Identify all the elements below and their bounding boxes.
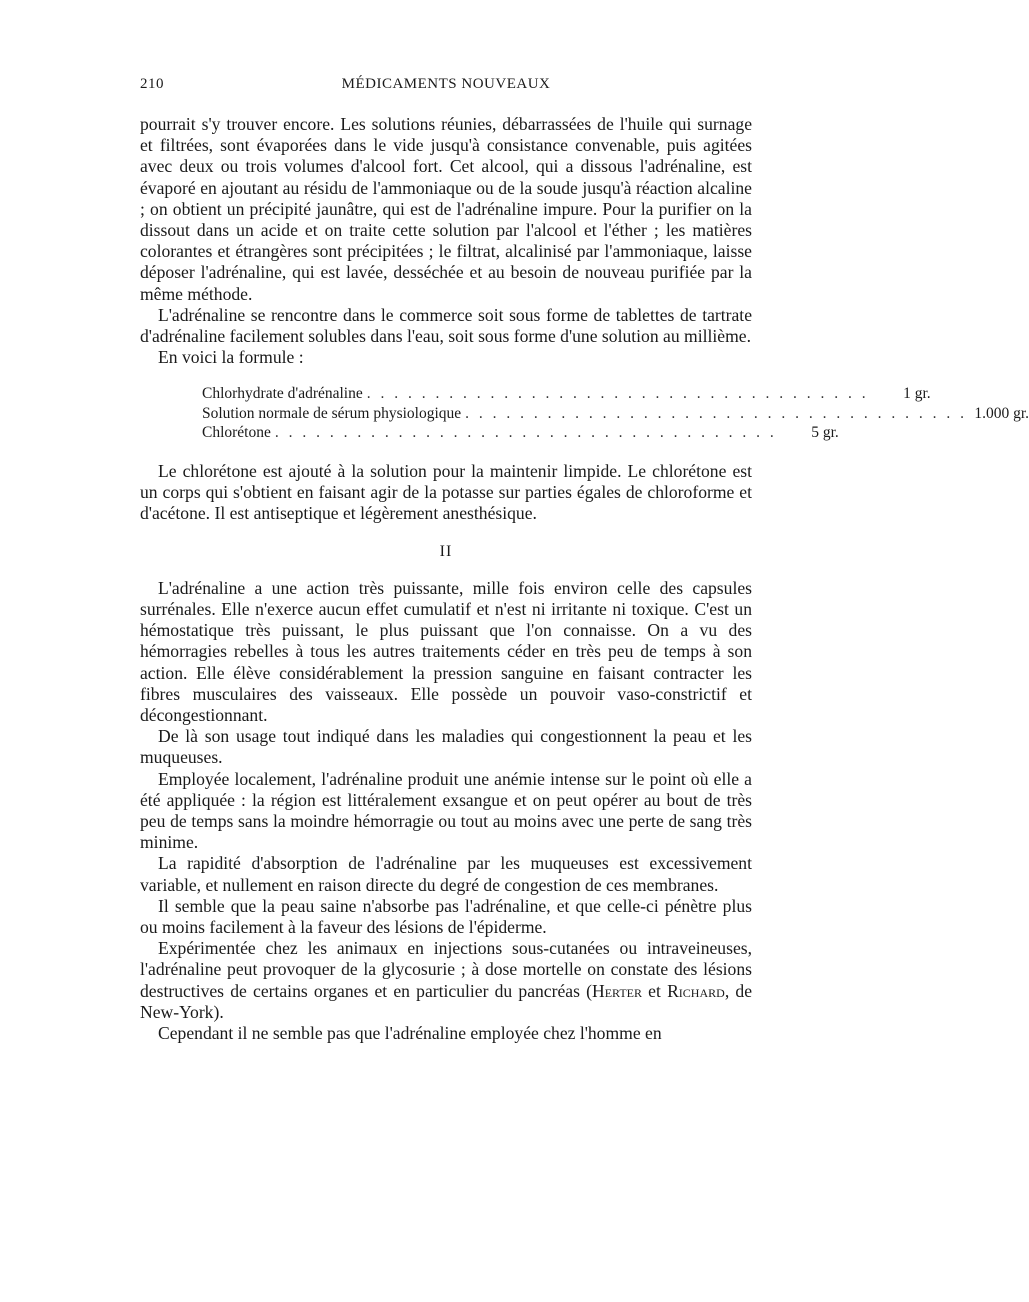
dot-leader: . . . . . . . . . . . . . . . . . . . . . . . . . . . . . . . . . . . . . xyxy=(366,385,869,403)
paragraph: Il semble que la peau saine n'absorbe pas l'adrénaline, et que celle-ci pénètre plus ou moins facilement à la faveur des lésions de l'épiderme. xyxy=(140,895,752,937)
paragraph: De là son usage tout indiqué dans les maladies qui congestionnent la peau et les muqueuses. xyxy=(140,726,752,768)
dot-leader: . . . . . . . . . . . . . . . . . . . . . . . . . . . . . . . . . . . . . xyxy=(274,424,777,442)
page-body xyxy=(140,114,1029,1044)
paragraph-with-citation xyxy=(140,938,752,1023)
paragraph: Employée localement, l'adrénaline produit une anémie intense sur le point où elle a été appliquée : la région est littéralement exsangue et on peut opérer au bout de très peu de temps sans la moindre hémorragie ou tout au moins avec une perte de sang très minime. xyxy=(140,768,752,853)
formula-row xyxy=(202,423,839,443)
paragraph: L'adrénaline se rencontre dans le commerce soit sous forme de tablettes de tartrate d'adrénaline facilement solubles dans l'eau, soit sous forme d'une solution au millième. xyxy=(140,304,752,347)
author-name: Richard xyxy=(667,980,725,1001)
paragraph: En voici la formule : xyxy=(158,347,304,368)
dot-leader: . . . . . . . . . . . . . . . . . . . . . . . . . . . . . . . . . . . . . xyxy=(465,404,968,422)
page-header xyxy=(140,76,752,100)
ingredient-quantity: 5 gr. xyxy=(811,424,839,442)
formula-list xyxy=(202,384,1029,443)
ingredient-quantity: 1.000 gr. xyxy=(974,404,1029,422)
running-title: MÉDICAMENTS NOUVEAUX xyxy=(341,76,551,92)
paragraph: La rapidité d'absorption de l'adrénaline par les muqueuses est excessivement variable, et nullement en raison directe du degré de congestion de ces membranes. xyxy=(140,853,752,895)
citation-conjunction: et xyxy=(641,980,668,1001)
paragraph: L'adrénaline a une action très puissante, mille fois environ celle des capsules surrénales. Elle n'exerce aucun effet cumulatif et n'est ni irritante ni toxique. C'est un hémostatique très puissant, le plus puissant que l'on connaisse. On a vu des hémorragies rebelles à tous les autres traitements céder en très peu de temps à son action. Elle élève considérablement la pression sanguine en faisant contracter les fibres musculaires des vaisseaux. Elle possède un pouvoir vaso-constrictif et décongestionnant. xyxy=(140,577,752,725)
section-heading: II xyxy=(439,542,453,560)
ingredient-name: Chlorhydrate d'adrénaline xyxy=(202,385,363,403)
paragraph-continued: pourrait s'y trouver encore. Les solutions réunies, débarrassées de l'huile qui surnage et filtrées, sont évaporées dans le vide jusqu'à consistance convenable, puis agitées avec deux ou trois volumes d'alcool fort. Cet alcool, qui a dissous l'adrénaline, est évaporé en ajoutant au résidu de l'ammoniaque ou de la soude jusqu'à réaction alcaline ; on obtient un précipité jaunâtre, qui est de l'adrénaline impure. Pour la purifier on la dissout dans un acide et on traite cette solution par l'alcool et l'éther ; les matières colorantes et étrangères sont précipitées ; le filtrat, alcalinisé par l'ammoniaque, laisse déposer l'adrénaline, qui est lavée, desséchée et au besoin de nouveau purifiée par la même méthode. xyxy=(140,114,752,304)
formula-row xyxy=(202,384,931,404)
author-name: Herter xyxy=(592,980,642,1001)
ingredient-quantity: 1 gr. xyxy=(903,385,931,403)
ingredient-name: Chlorétone xyxy=(202,424,271,442)
citation-text-after: , de New-York). xyxy=(140,980,753,1022)
page-number: 210 xyxy=(140,76,164,92)
formula-row xyxy=(202,404,1029,424)
citation-text-before: Expérimentée chez les animaux en injections sous-cutanées ou intraveineuses, l'adrénaline peut provoquer de la glycosurie ; à dose mortelle on constate des lésions destructives de certains organes et en particulier du pancréas ( xyxy=(140,938,752,1001)
paragraph: Le chlorétone est ajouté à la solution pour la maintenir limpide. Le chlorétone est un corps qui s'obtient en faisant agir de la potasse sur parties égales de chloroforme et d'acétone. Il est antiseptique et légèrement anesthésique. xyxy=(140,460,752,524)
ingredient-name: Solution normale de sérum physiologique xyxy=(202,404,462,422)
paragraph-final-line: Cependant il ne semble pas que l'adrénaline employée chez l'homme en xyxy=(158,1023,662,1044)
